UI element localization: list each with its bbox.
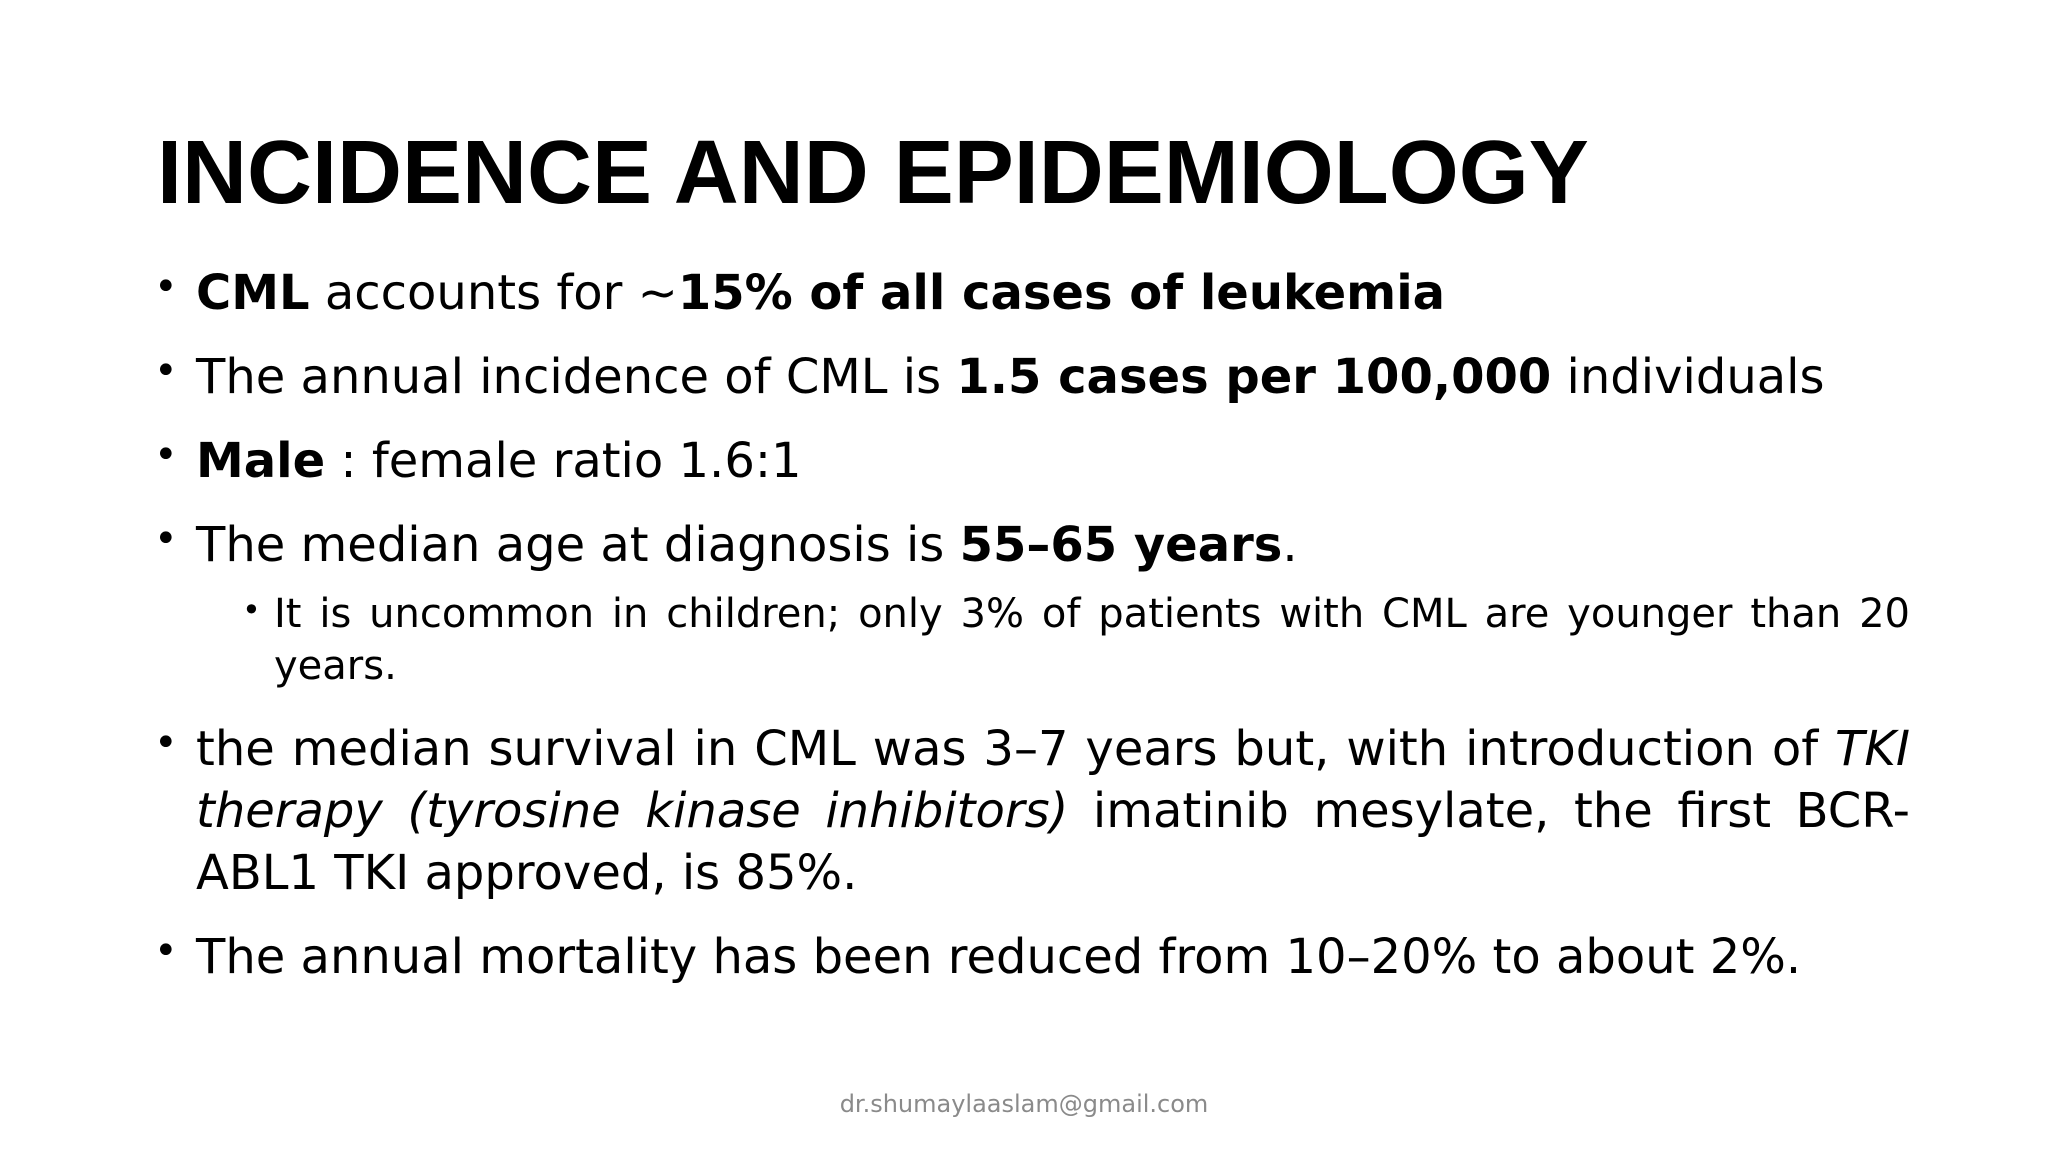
bullet-cml-share <box>150 262 1910 324</box>
bullet-text: The median age at diagnosis is <box>196 517 960 573</box>
bullet-list <box>150 262 1910 1010</box>
bullet-text-end: imatinib mesylate, the first BCR-ABL1 TKI approved, is 85%. <box>196 783 1911 901</box>
bullet-bold-fact: 15% of all cases of leukemia <box>677 265 1446 321</box>
bullet-sex-ratio <box>150 430 1910 492</box>
bullet-italic-term: TKI therapy (tyrosine kinase inhibitors) <box>196 721 1910 839</box>
footer-email: dr.shumaylaaslam@gmail.com <box>839 1090 1209 1118</box>
bullet-text-end: individuals <box>1551 349 1825 405</box>
bullet-text: the median survival in CML was 3–7 years but, with introduction of <box>196 721 1836 777</box>
bullet-text-end: . <box>1282 517 1298 573</box>
bullet-annual-incidence <box>150 346 1910 408</box>
bullet-median-age <box>150 514 1910 576</box>
bullet-bold-term: CML <box>196 265 310 321</box>
slide-title: INCIDENCE AND EPIDEMIOLOGY <box>157 123 1589 223</box>
bullet-bold-fact: 1.5 cases per 100,000 <box>956 349 1552 405</box>
bullet-text: The annual mortality has been reduced from 10–20% to about 2%. <box>196 929 1802 985</box>
bullet-text: : female ratio 1.6:1 <box>325 433 802 489</box>
bullet-text: accounts for ~ <box>309 265 678 321</box>
bullet-text: The annual incidence of CML is <box>196 349 957 405</box>
bullet-bold-term: Male <box>196 433 326 489</box>
sub-bullet-children: • It is uncommon in children; only 3% of patients with CML are younger than 20 years. <box>274 588 1910 692</box>
bullet-bold-fact: 55–65 years <box>959 517 1283 573</box>
bullet-annual-mortality <box>150 926 1910 988</box>
bullet-median-survival <box>150 718 1910 904</box>
